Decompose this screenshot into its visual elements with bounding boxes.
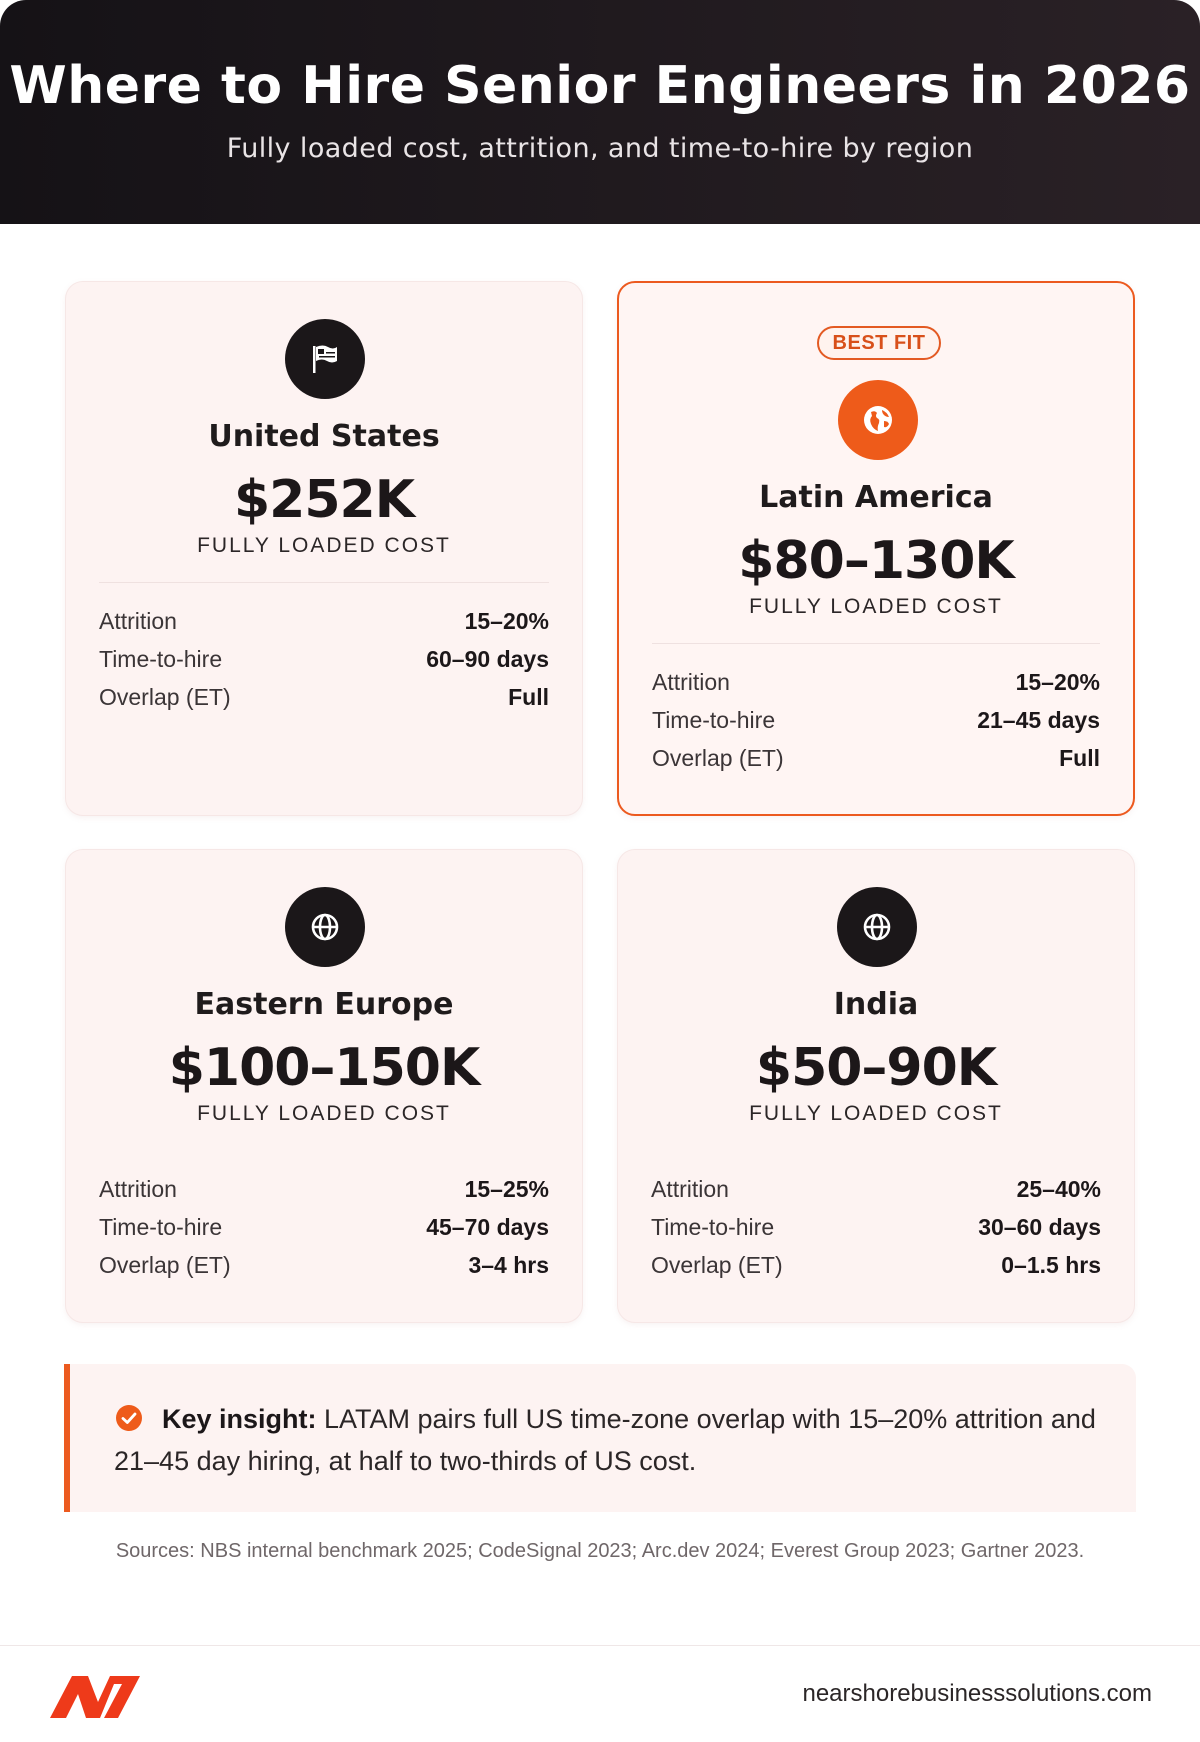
stat-row-overlap: [651, 1246, 1101, 1284]
stat-label: Time-to-hire: [651, 1214, 775, 1240]
divider: [99, 582, 549, 583]
divider: [652, 643, 1100, 644]
stat-row-time-to-hire: [652, 701, 1100, 739]
stats-list: [99, 1170, 549, 1284]
stat-label: Overlap (ET): [99, 1252, 231, 1278]
stat-value: 0–1.5 hrs: [1001, 1252, 1101, 1278]
divider: [651, 1150, 1101, 1151]
stat-value: 25–40%: [1016, 1176, 1101, 1202]
flag-icon: [285, 319, 365, 399]
price-label: FULLY LOADED COST: [197, 534, 451, 557]
stat-label: Overlap (ET): [651, 1252, 783, 1278]
region-card-united-states: [65, 281, 583, 816]
brand-logo-icon: [48, 1668, 144, 1724]
page-title: Where to Hire Senior Engineers in 2026: [9, 56, 1191, 116]
stat-label: Attrition: [99, 608, 177, 634]
stat-row-attrition: [651, 1170, 1101, 1208]
best-fit-badge: BEST FIT: [817, 326, 941, 360]
stat-label: Time-to-hire: [652, 707, 776, 733]
stat-label: Time-to-hire: [99, 646, 223, 672]
footer-domain-link[interactable]: nearshorebusinesssolutions.com: [802, 1680, 1152, 1707]
price-label: FULLY LOADED COST: [749, 1102, 1003, 1125]
region-card-latin-america: [617, 281, 1135, 816]
stat-label: Overlap (ET): [652, 745, 784, 771]
stat-label: Attrition: [99, 1176, 177, 1202]
region-name: Eastern Europe: [194, 987, 454, 1022]
stat-value: 21–45 days: [977, 707, 1100, 733]
stat-row-time-to-hire: [99, 1208, 549, 1246]
sources-note: Sources: NBS internal benchmark 2025; CodeSignal 2023; Arc.dev 2024; Everest Group 2023; Gartner 2023.: [115, 1540, 1085, 1562]
page-header: [0, 0, 1200, 224]
stat-row-attrition: [99, 1170, 549, 1208]
stat-label: Overlap (ET): [99, 684, 231, 710]
stat-row-overlap: [99, 678, 549, 716]
globe-icon: [285, 887, 365, 967]
stats-list: [652, 663, 1100, 777]
stat-value: 15–25%: [464, 1176, 549, 1202]
region-card-india: [617, 849, 1135, 1323]
price-label: FULLY LOADED COST: [197, 1102, 451, 1125]
stat-label: Attrition: [651, 1176, 729, 1202]
region-price: $252K: [233, 470, 415, 530]
stat-value: 15–20%: [464, 608, 549, 634]
stat-value: 60–90 days: [426, 646, 549, 672]
region-card-eastern-europe: [65, 849, 583, 1323]
stats-list: [651, 1170, 1101, 1284]
stat-label: Attrition: [652, 669, 730, 695]
stat-row-time-to-hire: [651, 1208, 1101, 1246]
footer-divider: [0, 1645, 1200, 1646]
region-price: $100–150K: [168, 1038, 480, 1098]
region-name: United States: [208, 419, 440, 454]
stat-row-attrition: [99, 602, 549, 640]
globe-icon: [837, 887, 917, 967]
stat-value: 30–60 days: [978, 1214, 1101, 1240]
region-price: $50–90K: [755, 1038, 997, 1098]
stat-row-attrition: [652, 663, 1100, 701]
insight-lead: Key insight:: [162, 1404, 317, 1434]
region-price: $80–130K: [738, 531, 1014, 591]
page-subtitle: Fully loaded cost, attrition, and time-to-hire by region: [226, 133, 974, 164]
stat-value: Full: [1059, 745, 1100, 771]
stat-row-time-to-hire: [99, 640, 549, 678]
insight-body: LATAM pairs full US time-zone overlap with 15–20% attrition and 21–45 day hiring, at half to two-thirds of US cost.: [114, 1404, 1096, 1476]
region-name: Latin America: [759, 480, 993, 515]
key-insight-callout: [64, 1364, 1136, 1512]
stat-row-overlap: [652, 739, 1100, 777]
stats-list: [99, 602, 549, 716]
stat-value: 15–20%: [1015, 669, 1100, 695]
stat-value: 3–4 hrs: [468, 1252, 549, 1278]
stat-value: Full: [508, 684, 549, 710]
divider: [99, 1150, 549, 1151]
price-label: FULLY LOADED COST: [749, 595, 1003, 618]
stat-row-overlap: [99, 1246, 549, 1284]
region-name: India: [833, 987, 919, 1022]
stat-label: Time-to-hire: [99, 1214, 223, 1240]
insight-text: [114, 1398, 1104, 1482]
earth-americas-icon: [838, 380, 918, 460]
stat-value: 45–70 days: [426, 1214, 549, 1240]
